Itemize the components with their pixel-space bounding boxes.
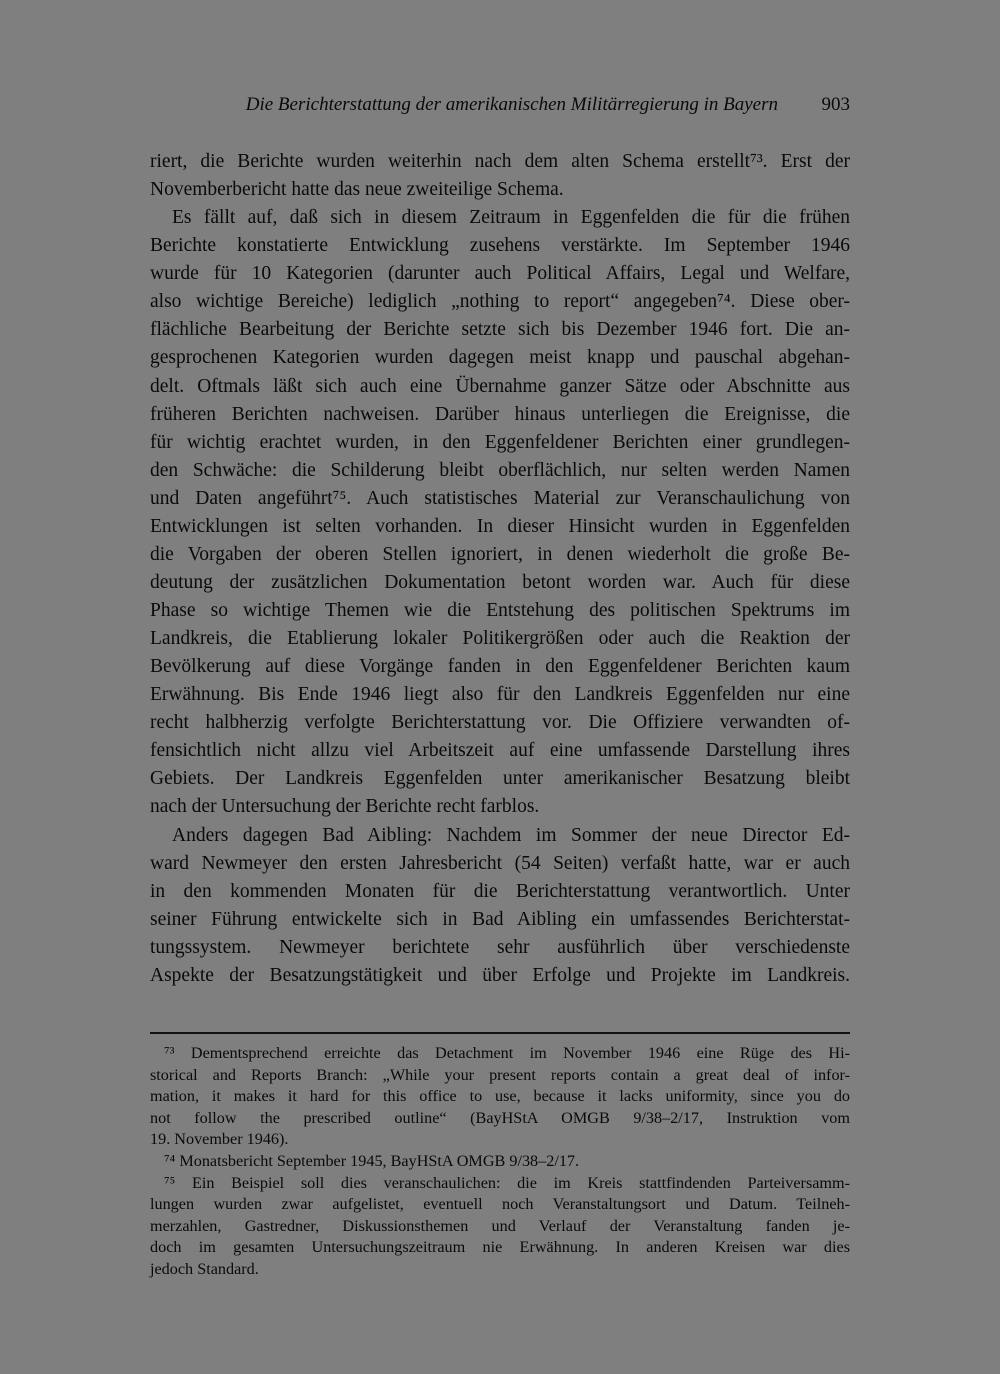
paragraph-line: Landkreis, die Etablierung lokaler Politikergrößen oder auch die Reaktion der (150, 628, 850, 650)
paragraph-line: recht halbherzig verfolgte Berichterstattung vor. Die Offiziere verwandten of- (150, 712, 850, 734)
paragraph-line: also wichtige Bereiche) lediglich „nothing to report“ angegeben⁷⁴. Diese ober- (150, 291, 850, 313)
footnote-line: ⁷³ Dementsprechend erreichte das Detachment im November 1946 eine Rüge des Hi- (164, 1044, 850, 1062)
paragraph-line: flächliche Bearbeitung der Berichte setzte sich bis Dezember 1946 fort. Die an- (150, 319, 850, 341)
footnote-line: ⁷⁵ Ein Beispiel soll dies veranschaulichen: die im Kreis stattfindenden Parteiversamm- (164, 1173, 850, 1192)
footnote-line: storical and Reports Branch: „While your present reports contain a great deal of infor- (150, 1065, 850, 1084)
paragraph-line: die Vorgaben der oberen Stellen ignoriert, in denen wiederholt die große Be- (150, 543, 850, 565)
paragraph-line: Es fällt auf, daß sich in diesem Zeitraum in Eggenfelden die für die frühen (172, 207, 850, 229)
paragraph-line: in den kommenden Monaten für die Berichterstattung verantwortlich. Unter (150, 880, 850, 902)
footnote-separator (150, 1032, 850, 1034)
paragraph-line: ward Newmeyer den ersten Jahresbericht (54 Seiten) verfaßt hatte, war er auch (150, 852, 850, 874)
footnote-line: jedoch Standard. (150, 1259, 259, 1278)
paragraph-line: früheren Berichten nachweisen. Darüber hinaus unterliegen die Ereignisse, die (150, 403, 850, 425)
paragraph-line: Erwähnung. Bis Ende 1946 liegt also für den Landkreis Eggenfelden nur eine (150, 684, 850, 706)
footnote-line: mation, it makes it hard for this office to use, because it lacks uniformity, since you do (150, 1087, 850, 1106)
paragraph-line: Phase so wichtige Themen wie die Entstehung des politischen Spektrums im (150, 600, 850, 621)
footnote-line: 19. November 1946). (150, 1130, 289, 1149)
paragraph-line: Aspekte der Besatzungstätigkeit und über Erfolge und Projekte im Landkreis. (150, 964, 850, 986)
page-number: 903 (821, 94, 850, 115)
paragraph-line: Berichte konstatierte Entwicklung zusehens verstärkte. Im September 1946 (150, 235, 850, 257)
paragraph-line: Entwicklungen ist selten vorhanden. In dieser Hinsicht wurden in Eggenfelden (150, 515, 850, 537)
running-title: Die Berichterstattung der amerikanischen Militärregierung in Bayern (245, 94, 778, 115)
paragraph-line: tungssystem. Newmeyer berichtete sehr ausführlich über verschiedenste (150, 936, 850, 958)
paragraph-line: deutung der zusätzlichen Dokumentation betont worden war. Auch für diese (150, 571, 850, 593)
paragraph-line: fensichtlich nicht allzu viel Arbeitszeit auf eine umfassende Darstellung ihres (150, 740, 850, 762)
footnote-line: lungen wurden zwar aufgelistet, eventuell noch Veranstaltungsort und Datum. Teilneh- (150, 1195, 850, 1214)
paragraph-line: Novemberbericht hatte das neue zweiteilige Schema. (150, 179, 564, 201)
page-header (150, 94, 850, 122)
paragraph-line: den Schwäche: die Schilderung bleibt oberflächlich, nur selten werden Namen (150, 459, 850, 481)
paragraph-line: seiner Führung entwickelte sich in Bad Aibling ein umfassendes Berichterstat- (150, 908, 850, 930)
paragraph-line: delt. Oftmals läßt sich auch eine Übernahme ganzer Sätze oder Abschnitte aus (150, 375, 850, 397)
paragraph-line: Bevölkerung auf diese Vorgänge fanden in den Eggenfeldener Berichten kaum (150, 656, 850, 678)
paragraph-line: Anders dagegen Bad Aibling: Nachdem im Sommer der neue Director Ed- (172, 824, 850, 846)
footnote-line: doch im gesamten Untersuchungszeitraum nie Erwähnung. In anderen Kreisen war dies (150, 1238, 850, 1257)
footnote-line: ⁷⁴ Monatsbericht September 1945, BayHStA OMGB 9/38–2/17. (164, 1151, 580, 1170)
paragraph-line: nach der Untersuchung der Berichte recht farblos. (150, 796, 540, 818)
footnote-line: merzahlen, Gastredner, Diskussionsthemen und Verlauf der Veranstaltung fanden je- (150, 1216, 850, 1235)
paragraph-line: für wichtig erachtet wurden, in den Eggenfeldener Berichten einer grundlegen- (150, 431, 850, 453)
paragraph-line: gesprochenen Kategorien wurden dagegen meist knapp und pauschal abgehan- (150, 347, 850, 369)
paragraph-line: wurde für 10 Kategorien (darunter auch Political Affairs, Legal und Welfare, (150, 263, 850, 285)
footnote-line: not follow the prescribed outline“ (BayHStA OMGB 9/38–2/17, Instruktion vom (150, 1108, 850, 1127)
footnotes (150, 1043, 850, 1281)
body-text (150, 148, 850, 990)
paragraph-line: und Daten angeführt⁷⁵. Auch statistisches Material zur Veranschaulichung von (150, 487, 850, 509)
paragraph-line: Gebiets. Der Landkreis Eggenfelden unter amerikanischer Besatzung bleibt (150, 768, 850, 790)
paragraph-line: riert, die Berichte wurden weiterhin nach dem alten Schema erstellt⁷³. Erst der (150, 151, 850, 172)
